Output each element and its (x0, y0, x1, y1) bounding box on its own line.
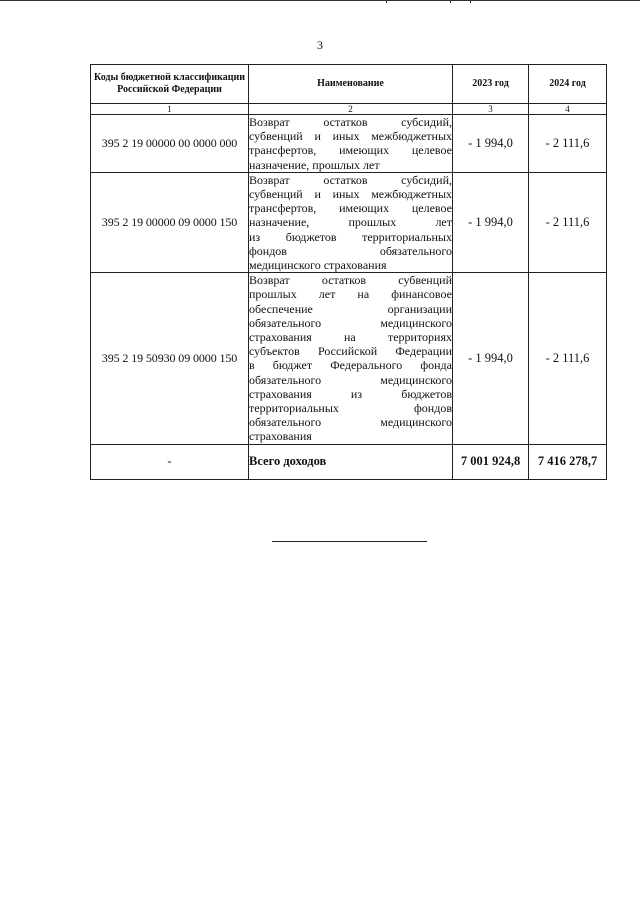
header-2024: 2024 год (529, 65, 607, 104)
table-row (91, 273, 607, 444)
name-line: обязательного медицинского (249, 315, 452, 330)
scan-top-edge (0, 0, 640, 2)
row-name (249, 115, 453, 173)
page-number: 3 (317, 38, 323, 52)
row-value-2024: - 2 111,6 (529, 172, 607, 272)
header-codes: Коды бюджетной классификации Российской Федерации (91, 65, 249, 104)
total-code: - (91, 444, 249, 479)
name-line: из бюджетов территориальных (249, 229, 452, 244)
name-line: назначение, прошлых лет (249, 157, 380, 172)
column-number: 4 (529, 104, 607, 115)
name-line: страхования на территориях (249, 330, 452, 345)
column-number-row (91, 104, 607, 115)
name-line: Возврат остатков субвенций (249, 273, 452, 288)
row-value-2023: - 1 994,0 (453, 273, 529, 444)
row-code: 395 2 19 50930 09 0000 150 (91, 273, 249, 444)
table-row (91, 115, 607, 173)
name-line: территориальных фондов (249, 401, 452, 416)
name-line: страхования из бюджетов (249, 386, 452, 401)
column-number: 3 (453, 104, 529, 115)
row-value-2024: - 2 111,6 (529, 273, 607, 444)
total-value-2023: 7 001 924,8 (453, 444, 529, 479)
row-name (249, 172, 453, 272)
total-label: Всего доходов (249, 444, 453, 479)
name-line: обеспечение организации (249, 301, 452, 316)
row-value-2023: - 1 994,0 (453, 172, 529, 272)
row-value-2023: - 1 994,0 (453, 115, 529, 173)
name-line: Возврат остатков субсидий, (249, 172, 452, 187)
total-value-2024: 7 416 278,7 (529, 444, 607, 479)
header-2023: 2023 год (453, 65, 529, 104)
name-line: назначение, прошлых лет (249, 215, 452, 230)
name-line: фондов обязательного (249, 243, 452, 258)
name-line: обязательного медицинского (249, 415, 452, 430)
name-line: в бюджет Федерального фонда (249, 358, 452, 373)
name-line: Возврат остатков субсидий, (249, 115, 452, 129)
name-line: прошлых лет на финансовое (249, 287, 452, 302)
end-separator-line (272, 541, 427, 542)
row-code: 395 2 19 00000 09 0000 150 (91, 172, 249, 272)
name-line: субъектов Российской Федерации (249, 344, 452, 359)
name-line: субвенций и иных межбюджетных (249, 129, 452, 144)
name-line: субвенций и иных межбюджетных (249, 187, 452, 202)
column-number: 2 (249, 104, 453, 115)
name-line: обязательного медицинского (249, 372, 452, 387)
name-line: трансфертов, имеющих целевое (249, 143, 452, 158)
row-name (249, 273, 453, 444)
row-code: 395 2 19 00000 00 0000 000 (91, 115, 249, 173)
table-row (91, 172, 607, 272)
column-number: 1 (91, 104, 249, 115)
name-line: трансфертов, имеющих целевое (249, 201, 452, 216)
row-value-2024: - 2 111,6 (529, 115, 607, 173)
name-line: страхования (249, 429, 312, 444)
scan-mark (470, 0, 471, 3)
scan-mark (450, 0, 451, 3)
budget-table (90, 64, 607, 480)
header-name: Наименование (249, 65, 453, 104)
name-line: медицинского страхования (249, 258, 387, 273)
scan-mark (386, 0, 387, 3)
total-row (91, 444, 607, 479)
table-header-row (91, 65, 607, 104)
